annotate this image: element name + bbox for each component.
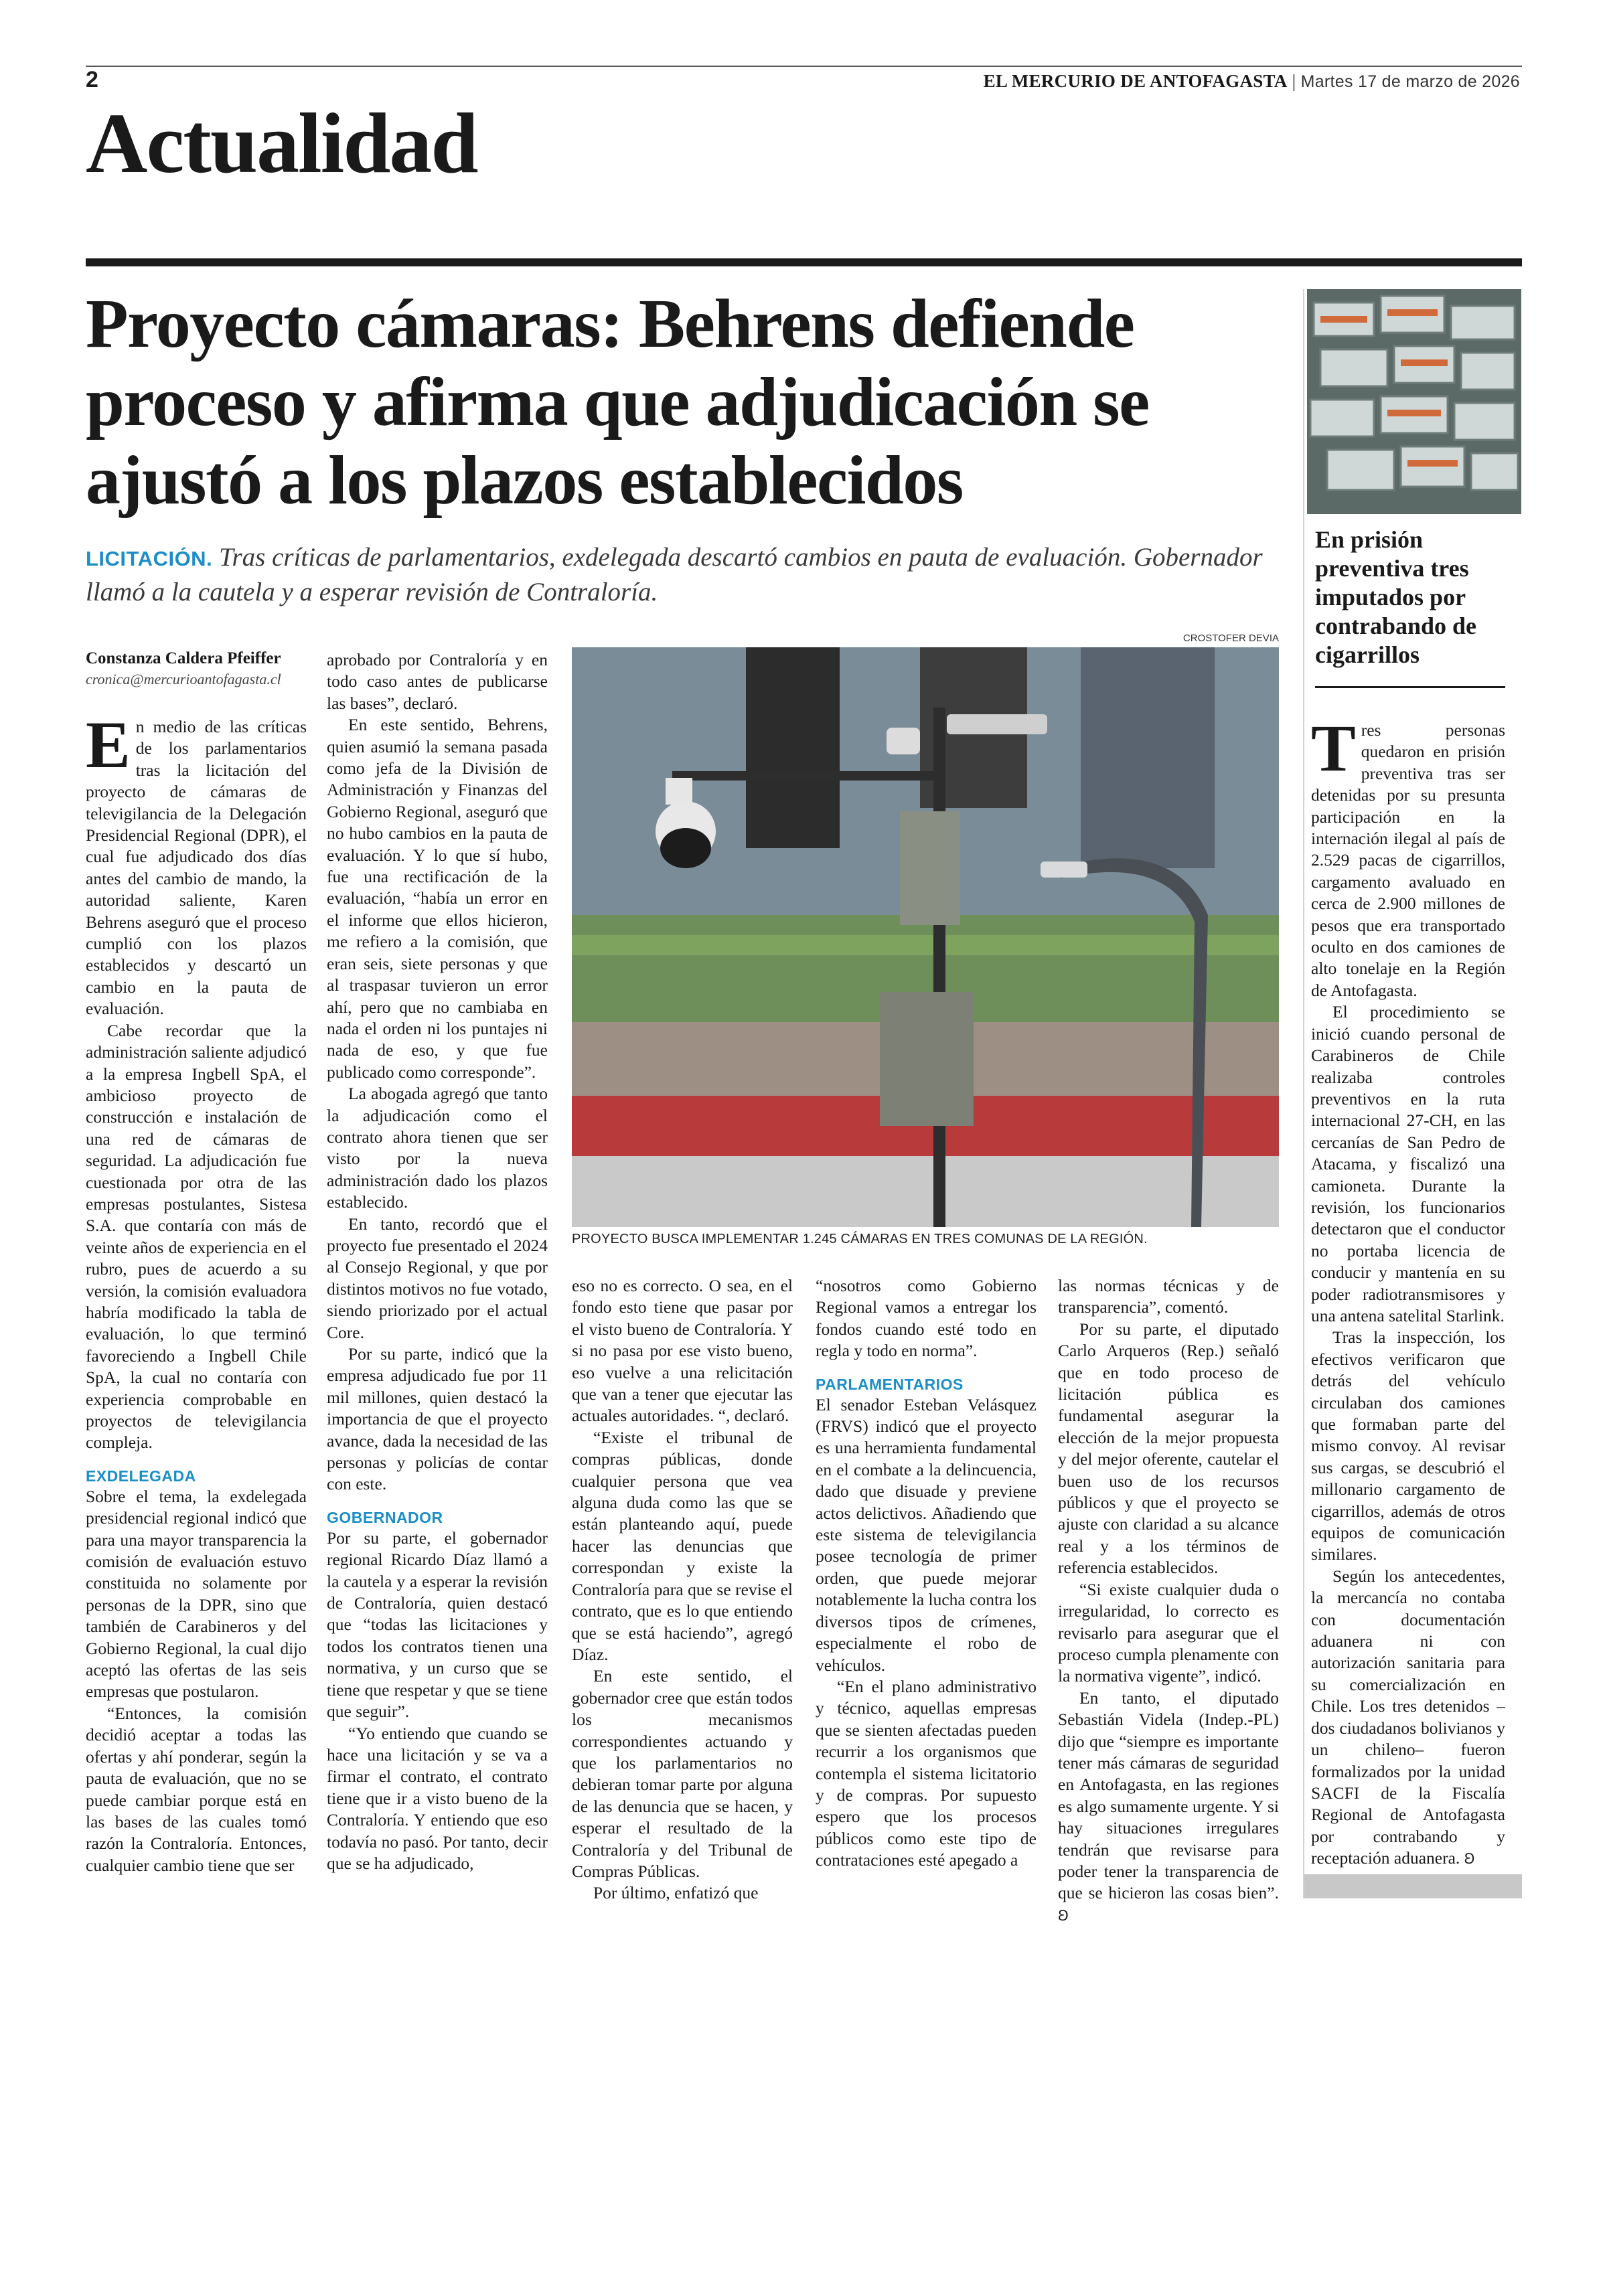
- photo-caption: PROYECTO BUSCA IMPLEMENTAR 1.245 CÁMARAS EN TRES COMUNAS DE LA REGIÓN.: [572, 1232, 1148, 1246]
- paragraph: eso no es correcto. O sea, en el fondo esto tiene que pasar por el visto bueno de Contraloría. Y si no pasa por ese visto bueno, eso vuelve a una relicitación que van a tener que ejecutar las actuales autoridades. “, declaró.: [572, 1276, 793, 1426]
- article-column-4: [816, 1275, 1037, 1872]
- subheading-exdelegada: EXDELEGADA: [86, 1467, 196, 1485]
- section-title: Actualidad: [86, 96, 477, 191]
- end-mark-icon: Ꞝ: [1464, 1851, 1475, 1868]
- paragraph: “Yo entiendo que cuando se hace una licitación y se va a firmar el contrato, el contrato tiene que ir a visto bueno de la Contraloría. Y entiendo que eso todavía no pasó. Por tanto, decir que se ha adjudicado,: [327, 1723, 548, 1873]
- paragraph: Por su parte, el gobernador regional Ricardo Díaz llamó a la cautela y a esperar la revisión de Contraloría, quien destacó que “todas las licitaciones y todos los contratos tienen una normativa, y un curso que se tiene que respetar y que se tiene que seguir”.: [327, 1528, 548, 1722]
- paragraph: “Si existe cualquier duda o irregularidad, lo correcto es revisarlo para asegurar que el proceso cumpla plenamente con la normativa vigente”, indicó.: [1058, 1579, 1279, 1686]
- author-email: cronica@mercurioantofagasta.cl: [86, 671, 281, 687]
- subheading-gobernador: GOBERNADOR: [327, 1508, 443, 1526]
- author-name: Constanza Caldera Pfeiffer: [86, 649, 281, 667]
- article-column-5: [1058, 1275, 1279, 1927]
- cigarette-packs-illustration: [1307, 289, 1521, 514]
- page-number: 2: [86, 67, 98, 92]
- paragraph: “nosotros como Gobierno Regional vamos a entregar los fondos cuando esté todo en regla y todo en norma”.: [816, 1276, 1037, 1361]
- photo-credit: CROSTOFER DEVIA: [1182, 633, 1279, 644]
- subheading-parlamentarios: PARLAMENTARIOS: [816, 1375, 964, 1393]
- paragraph: La abogada agregó que tanto la adjudicación como el contrato ahora tienen que ser visto por la nueva administración dado los plazos establecido.: [327, 1084, 548, 1212]
- paragraph: Por su parte, indicó que la empresa adjudicado fue por 11 mil millones, quien destacó la importancia de que el proyecto avance, dada la necesidad de las personas y policías de contar con este.: [327, 1344, 548, 1494]
- sidebar-rule: [1315, 686, 1505, 688]
- byline: [86, 649, 307, 688]
- paragraph: Tras la inspección, los efectivos verificaron que detrás del vehículo circulaban dos camiones que formaban parte del mismo convoy. Al revisar sus cargas, se descubrió el millonario cargamento de cigarrillos, además de otros equipos de comunicación similares.: [1311, 1327, 1505, 1564]
- paragraph: Sobre el tema, la exdelegada presidencial regional indicó que para una mayor transparencia la comisión de evaluación estuvo constituida no solamente por personas de la DPR, sino que también de Carabineros y del Gobierno Regional, la cual dijo aceptó las ofertas de las seis empresas que postularon.: [86, 1486, 307, 1702]
- drop-cap: T: [1311, 711, 1356, 785]
- paragraph: “Existe el tribunal de compras públicas, donde cualquier persona que vea alguna duda como las que se están planteando aquí, puede hacer las denuncias que correspondan y existe la Contraloría para que se revise el contrato, que es lo que entiendo que se está haciendo”, agregó Díaz.: [572, 1427, 793, 1664]
- paragraph: En este sentido, Behrens, quien asumió la semana pasada como jefa de la División de Administración y Finanzas del Gobierno Regional, aseguró que no hubo cambios en la pauta de evaluación. Y lo que sí hubo, fue una rectificación de la evaluación, “había un error en el informe que ellos hicieron, me refiero a la comisión, que eran seis, siete personas y que al traspasar tuvieron un error ahí, pero que no cambiaba en nada el orden ni los puntajes ni nada de eso, y que fue publicado como corresponde”.: [327, 715, 548, 1082]
- lead-text: Tras críticas de parlamentarios, exdelegada descartó cambios en pauta de evaluación. Gobernador llamó a la cautela y a esperar revisión de Contraloría.: [86, 543, 1263, 606]
- lead-kicker: LICITACIÓN.: [86, 547, 213, 570]
- masthead-separator: |: [1292, 71, 1301, 91]
- paragraph: aprobado por Contraloría y en todo caso antes de publicarse las bases”, declaró.: [327, 650, 548, 713]
- paragraph: [1311, 1566, 1505, 1871]
- camera-pole-illustration: [572, 647, 1279, 1227]
- paragraph: las normas técnicas y de transparencia”, comentó.: [1058, 1276, 1279, 1317]
- end-mark-icon: Ꞝ: [1058, 1907, 1069, 1924]
- sidebar-footer-bar: [1304, 1874, 1522, 1898]
- publication-name: EL MERCURIO DE ANTOFAGASTA: [983, 71, 1288, 91]
- sidebar-body: [1311, 711, 1505, 1871]
- issue-date: Martes 17 de marzo de 2026: [1300, 72, 1520, 91]
- paragraph: [86, 708, 307, 1020]
- paragraph: En tanto, recordó que el proyecto fue presentado el 2024 al Consejo Regional, y que por distintos motivos no fue votado, siendo priorizado por el actual Core.: [327, 1214, 548, 1342]
- top-rule: [86, 66, 1522, 67]
- drop-cap: E: [86, 708, 131, 782]
- article-photo: [572, 647, 1279, 1227]
- paragraph-text: n medio de las críticas de los parlamentarios tras la licitación del proyecto de cámaras de televigilancia de la Delegación Presidencial Regional (DPR), el cual fue adjudicado dos días antes del cambio de mando, la autoridad saliente, Karen Behrens aseguró que el proceso cumplió con los plazos establecidos y descartó un cambio en la pauta de evaluación.: [86, 717, 307, 1019]
- paragraph: [1058, 1688, 1279, 1927]
- paragraph: El procedimiento se inició cuando personal de Carabineros de Chile realizaba controles preventivos en la ruta internacional 27-CH, en las cercanías de San Pedro de Atacama, y fiscalizó una camioneta. Durante la revisión, los funcionarios detectaron que el conductor no portaba licencia de conducir y mantenía en su poder radiotransmisores y una antena satelital Starlink.: [1311, 1002, 1505, 1325]
- paragraph: “Entonces, la comisión decidió aceptar a todas las ofertas y ahí ponderar, según la pauta de evaluación, que no se puede cambiar porque está en las bases de las cuales tomó razón la Contraloría. Entonces, cualquier cambio tiene que ser: [86, 1703, 307, 1875]
- paragraph-text: res personas quedaron en prisión preventiva tras ser detenidas por su presunta participación en la internación ilegal al país de 2.529 pacas de cigarrillos, cargamento avaluado en cerca de 2.900 millones de pesos que era transportado oculto en dos camiones de alto tonelaje en la Región de Antofagasta.: [1311, 720, 1505, 1000]
- article-column-3: [572, 1275, 793, 1904]
- paragraph-text: En tanto, el diputado Sebastián Videla (Indep.-PL) dijo que “siempre es importante tener más cámaras de seguridad en Antofagasta, en las regiones es algo sumamente urgente. Y si hay situaciones irregulares tendrán que revisarse para poder tener la transparencia de que se hicieron las cosas bien”.: [1058, 1688, 1279, 1903]
- paragraph: Por su parte, el diputado Carlo Arqueros (Rep.) señaló que en todo proceso de licitación pública es fundamental asegurar la elección de la mejor propuesta y del mejor oferente, cautelar el buen uso de los recursos públicos y que el proyecto se ajuste con claridad a su alcance real y a los términos de referencia establecidos.: [1058, 1319, 1279, 1578]
- section-rule: [86, 258, 1522, 266]
- paragraph: “En el plano administrativo y técnico, aquellas empresas que se sienten afectadas pueden recurrir a los organismos que contempla el sistema licitatorio y de compras. Por supuesto espero que los procesos públicos como este tipo de contrataciones esté apegado a: [816, 1676, 1037, 1870]
- paragraph: [1311, 711, 1505, 1001]
- article-lead: [86, 541, 1291, 609]
- sidebar-photo: [1307, 289, 1521, 514]
- masthead: [984, 71, 1520, 92]
- article-column-2: [327, 649, 548, 1874]
- paragraph: El senador Esteban Velásquez (FRVS) indicó que el proyecto es una herramienta fundamental en el combate a la delincuencia, dado que disuade y previene actos delictivos. Añadiendo que este sistema de televigilancia posee tecnología de primer orden, que puede mejorar notablemente la lucha contra los diversos tipos de crímenes, especialmente el robo de vehículos.: [816, 1394, 1037, 1675]
- paragraph-text: Según los antecedentes, la mercancía no contaba con documentación aduanera ni con autorización sanitaria para su comercialización en Chile. Los tres detenidos –dos ciudadanos bolivianos y un chileno– fueron formalizados por la unidad SACFI de la Fiscalía Regional de Antofagasta por contrabando y receptación aduanera.: [1311, 1566, 1505, 1868]
- article-column-1: [86, 708, 307, 1876]
- sidebar-headline: En prisión preventiva tres imputados por contrabando de cigarrillos: [1315, 526, 1477, 668]
- paragraph: Por último, enfatizó que: [593, 1883, 759, 1903]
- paragraph: Cabe recordar que la administración saliente adjudicó a la empresa Ingbell SpA, el ambicioso proyecto de construcción e instalación de una red de cámaras de seguridad. La adjudicación fue cuestionada por otra de las empresas postulantes, Sistesa S.A. que contaría con más de veinte años de experiencia en el rubro, pues de acuerdo a su versión, la comisión evaluadora habría modificado la tabla de evaluación, lo que terminó favoreciendo a Ingbell Chile SpA, la cual no contaría con experiencia comprobable en proyectos de televigilancia compleja.: [86, 1020, 307, 1453]
- article-headline: Proyecto cámaras: Behrens defiende proceso y afirma que adjudicación se ajustó a los plazos establecidos: [86, 285, 1149, 519]
- paragraph: En este sentido, el gobernador cree que están todos los mecanismos correspondientes actuando y que los parlamentarios no debieran tomar parte por alguna de las denuncia que se hacen, y esperar el resultado de la Contraloría y del Tribunal de Compras Públicas.: [572, 1666, 793, 1881]
